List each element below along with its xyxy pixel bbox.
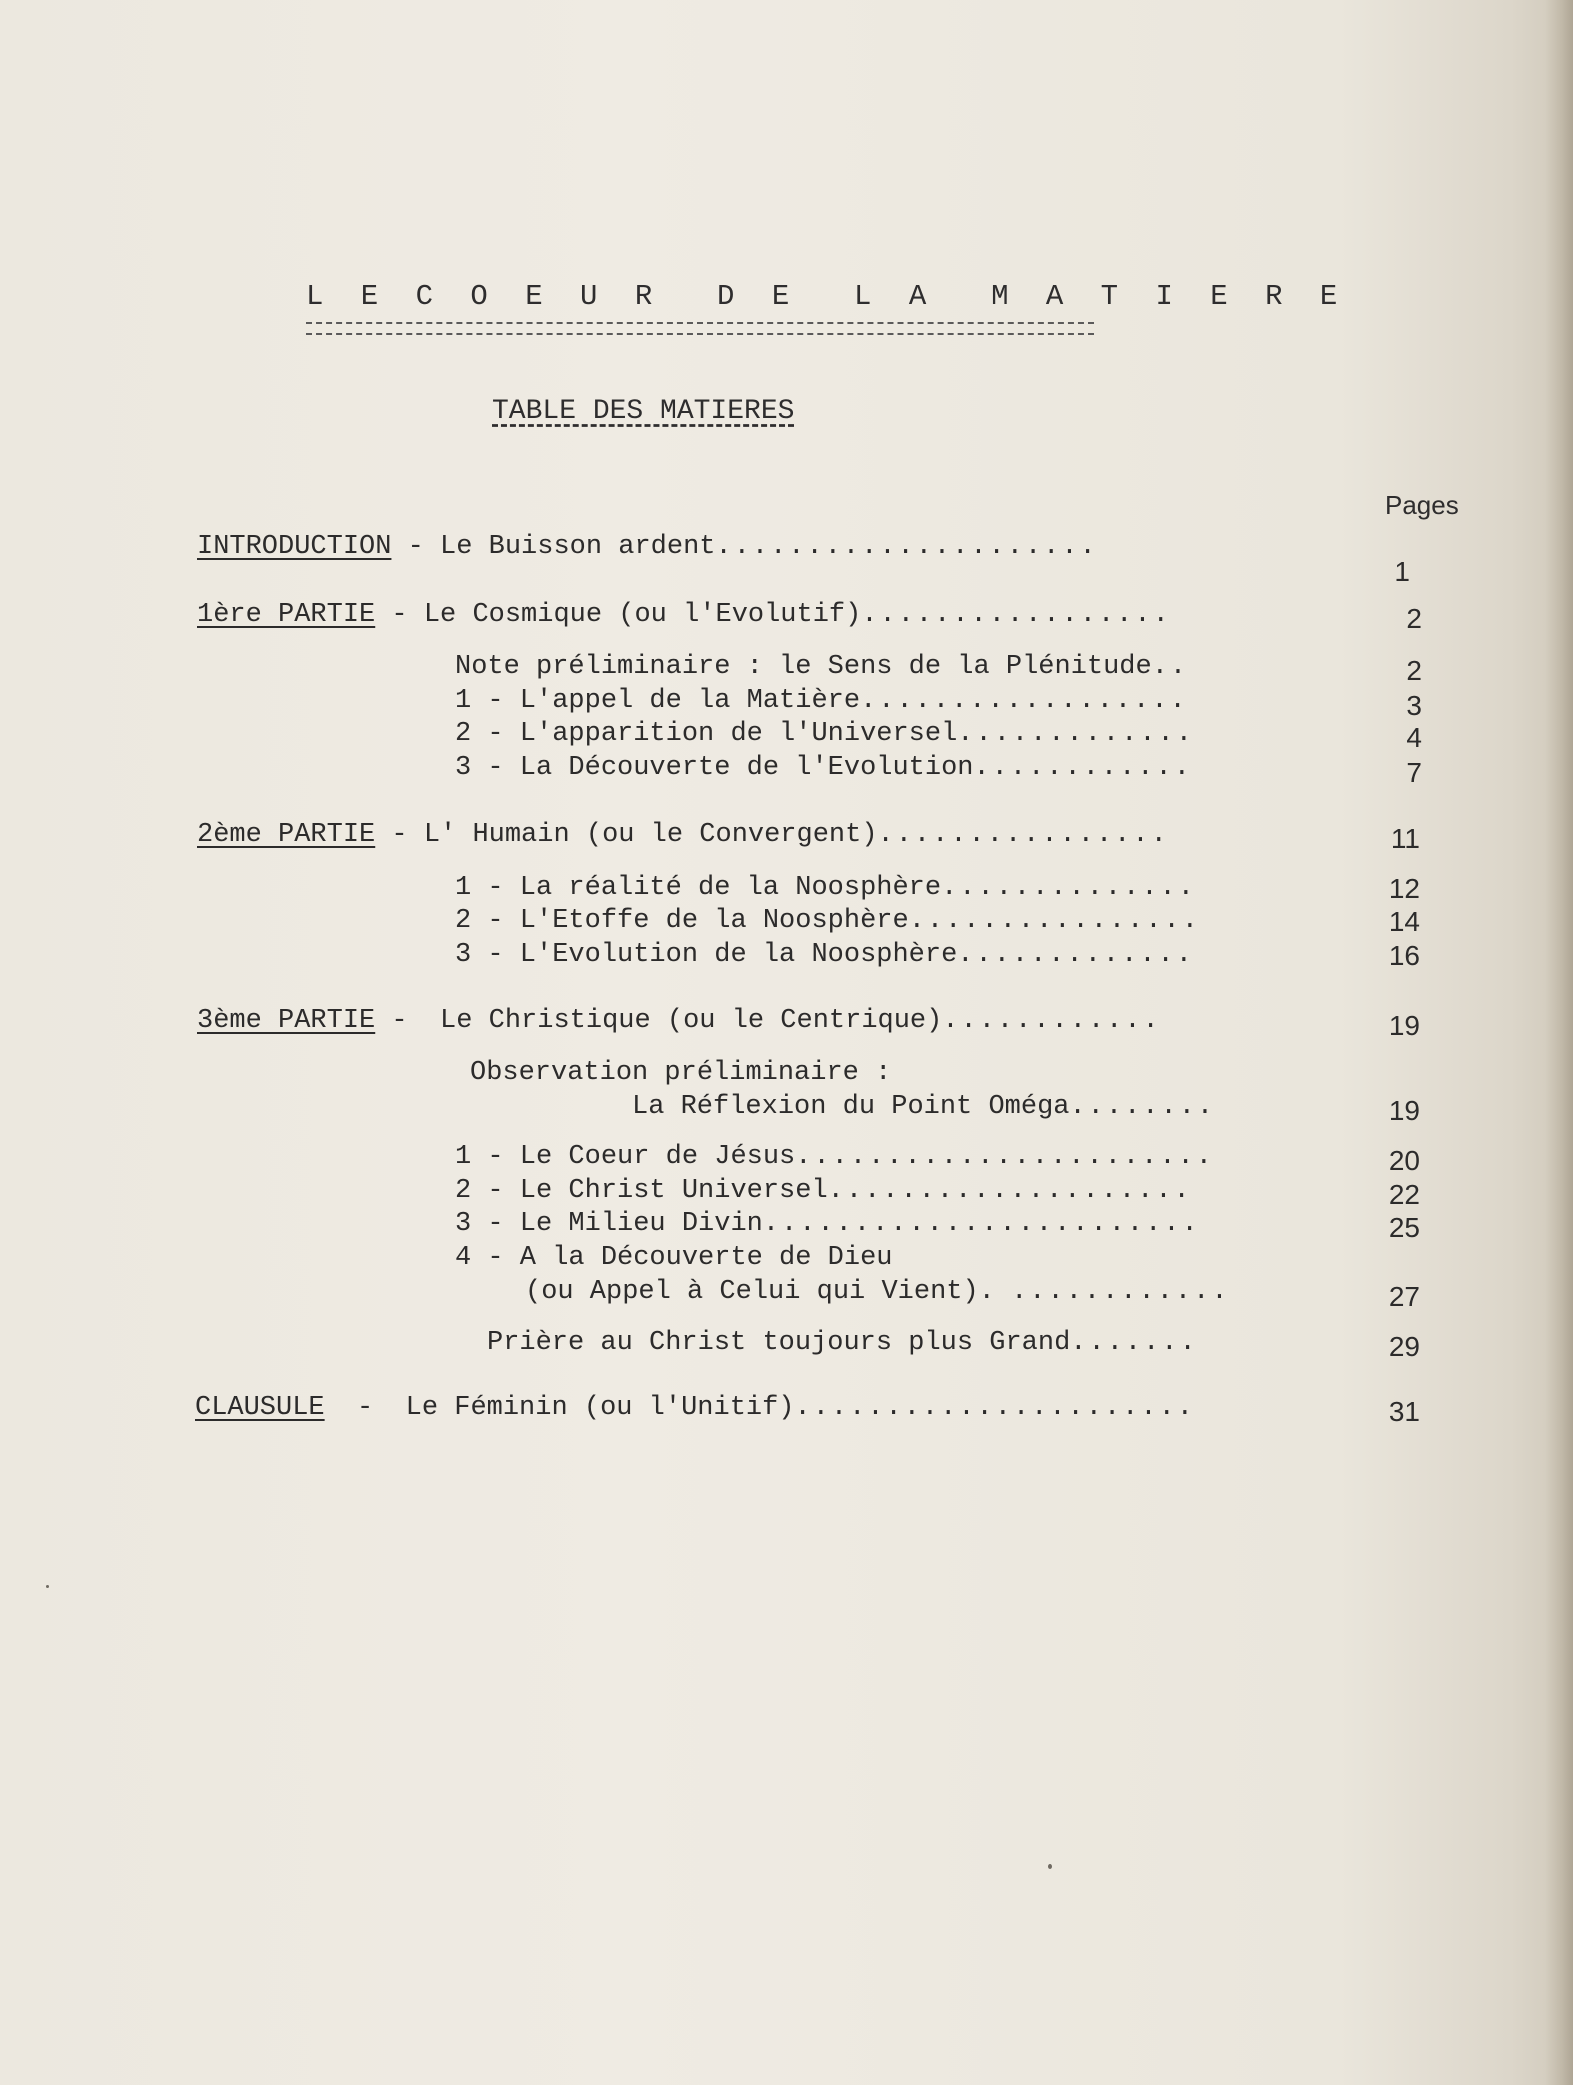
toc-entry-text: 1 - L'appel de la Matière: [455, 686, 861, 716]
toc-entry-dots: ..............: [941, 873, 1196, 903]
toc-entry-priere: [487, 1328, 1198, 1358]
toc-entry-head: 3ème PARTIE: [197, 1006, 376, 1036]
toc-entry-text: 3 - Le Milieu Divin: [455, 1209, 763, 1239]
toc-page-number: 25: [1388, 1212, 1420, 1243]
toc-entry-text: - Le Cosmique (ou l'Evolutif): [375, 600, 862, 630]
toc-page-number: 31: [1388, 1396, 1420, 1427]
toc-entry-text: Observation préliminaire :: [470, 1058, 892, 1088]
toc-entry-text: (ou Appel à Celui qui Vient).: [525, 1277, 1012, 1307]
toc-entry-dots: ................: [908, 906, 1200, 936]
toc-entry-3-2: [455, 1176, 1192, 1206]
toc-entry-text: - Le Christique (ou le Centrique): [375, 1006, 943, 1036]
toc-entry-text: Note préliminaire : le Sens de la Plénitude: [455, 652, 1152, 682]
toc-page-number: 2: [1406, 655, 1422, 686]
toc-entry-3-4-cont: [525, 1277, 1230, 1307]
toc-page-number: 11: [1390, 823, 1420, 854]
toc-page-number: 7: [1406, 757, 1422, 788]
toc-entry-text: 3 - L'Evolution de la Noosphère: [455, 940, 958, 970]
toc-entry-text: 3 - La Découverte de l'Evolution: [455, 753, 974, 783]
toc-entry-clausule: [195, 1393, 1195, 1423]
toc-entry-dots: .......: [1070, 1328, 1198, 1358]
page-edge-shadow: [1545, 0, 1573, 2085]
toc-entry-dots: ..................: [860, 686, 1188, 716]
pages-column-label: Pages: [1385, 490, 1459, 520]
title-double-rule: [306, 322, 1094, 335]
toc-entry-3-1: [455, 1142, 1214, 1172]
toc-entry-text: 2 - L'apparition de l'Universel: [455, 719, 958, 749]
toc-entry-part-2: [197, 820, 1169, 850]
toc-entry-introduction: [197, 532, 1098, 562]
toc-page-number: 3: [1406, 690, 1422, 721]
toc-entry-head: CLAUSULE: [195, 1393, 325, 1423]
paper-speck: [46, 1585, 49, 1588]
toc-entry-text: 1 - Le Coeur de Jésus: [455, 1142, 796, 1172]
toc-entry-2-3: [455, 940, 1194, 970]
toc-entry-1-1: [455, 686, 1188, 716]
toc-page-number: 16: [1388, 940, 1420, 971]
toc-entry-text: 4 - A la Découverte de Dieu: [455, 1243, 893, 1273]
paper-speck: [1048, 1864, 1052, 1869]
toc-entry-dots: .............: [957, 719, 1194, 749]
toc-page-number: 19: [1388, 1095, 1420, 1126]
toc-page-number: 27: [1388, 1281, 1420, 1312]
toc-heading: TABLE DES MATIERES: [492, 396, 795, 427]
toc-page-number: 1: [1394, 556, 1410, 587]
toc-entry-dots: ............: [1011, 1277, 1230, 1307]
toc-entry-dots: ....................: [827, 1176, 1192, 1206]
toc-entry-dots: ............: [973, 753, 1192, 783]
toc-entry-observation: [470, 1058, 891, 1088]
toc-entry-text: - L' Humain (ou le Convergent): [375, 820, 878, 850]
toc-entry-part-1: [197, 600, 1171, 630]
toc-entry-head: 2ème PARTIE: [197, 820, 376, 850]
toc-entry-dots: .....................: [715, 532, 1098, 562]
toc-page-number: 20: [1388, 1145, 1420, 1176]
toc-page-number: 22: [1388, 1179, 1420, 1210]
toc-entry-dots: .......................: [795, 1142, 1214, 1172]
toc-entry-text: La Réflexion du Point Oméga: [632, 1092, 1070, 1122]
toc-entry-text: - Le Buisson ardent: [391, 532, 716, 562]
toc-page-number: 2: [1406, 603, 1422, 634]
toc-entry-text: Prière au Christ toujours plus Grand: [487, 1328, 1071, 1358]
toc-entry-dots: ......................: [794, 1393, 1195, 1423]
toc-entry-head: INTRODUCTION: [197, 532, 392, 562]
toc-entry-text: 2 - L'Etoffe de la Noosphère: [455, 906, 909, 936]
toc-entry-dots: ............: [942, 1006, 1161, 1036]
toc-entry-2-1: [455, 873, 1196, 903]
toc-entry-dots: .................: [861, 600, 1171, 630]
toc-entry-dots: ..: [1151, 652, 1189, 682]
toc-entry-head: 1ère PARTIE: [197, 600, 376, 630]
toc-entry-note: [455, 652, 1188, 682]
toc-entry-text: - Le Féminin (ou l'Unitif): [324, 1393, 795, 1423]
toc-entry-2-2: [455, 906, 1200, 936]
toc-page-number: 12: [1388, 873, 1420, 904]
toc-entry-3-3: [455, 1209, 1200, 1239]
toc-entry-dots: ................: [877, 820, 1169, 850]
toc-entry-part-3: [197, 1006, 1161, 1036]
toc-entry-dots: ........: [1069, 1092, 1216, 1122]
toc-entry-dots: ........................: [762, 1209, 1200, 1239]
toc-page-number: 4: [1406, 722, 1422, 753]
toc-page-number: 19: [1388, 1010, 1420, 1041]
toc-entry-1-2: [455, 719, 1194, 749]
toc-entry-dots: .............: [957, 940, 1194, 970]
toc-entry-text: 2 - Le Christ Universel: [455, 1176, 828, 1206]
toc-entry-text: 1 - La réalité de la Noosphère: [455, 873, 942, 903]
toc-entry-reflexion: [632, 1092, 1215, 1122]
toc-page-number: 29: [1388, 1331, 1420, 1362]
document-title: L E C O E U R D E L A M A T I E R E: [306, 280, 1348, 313]
toc-page-number: 14: [1388, 906, 1420, 937]
toc-entry-1-3: [455, 753, 1192, 783]
toc-entry-3-4: [455, 1243, 892, 1273]
